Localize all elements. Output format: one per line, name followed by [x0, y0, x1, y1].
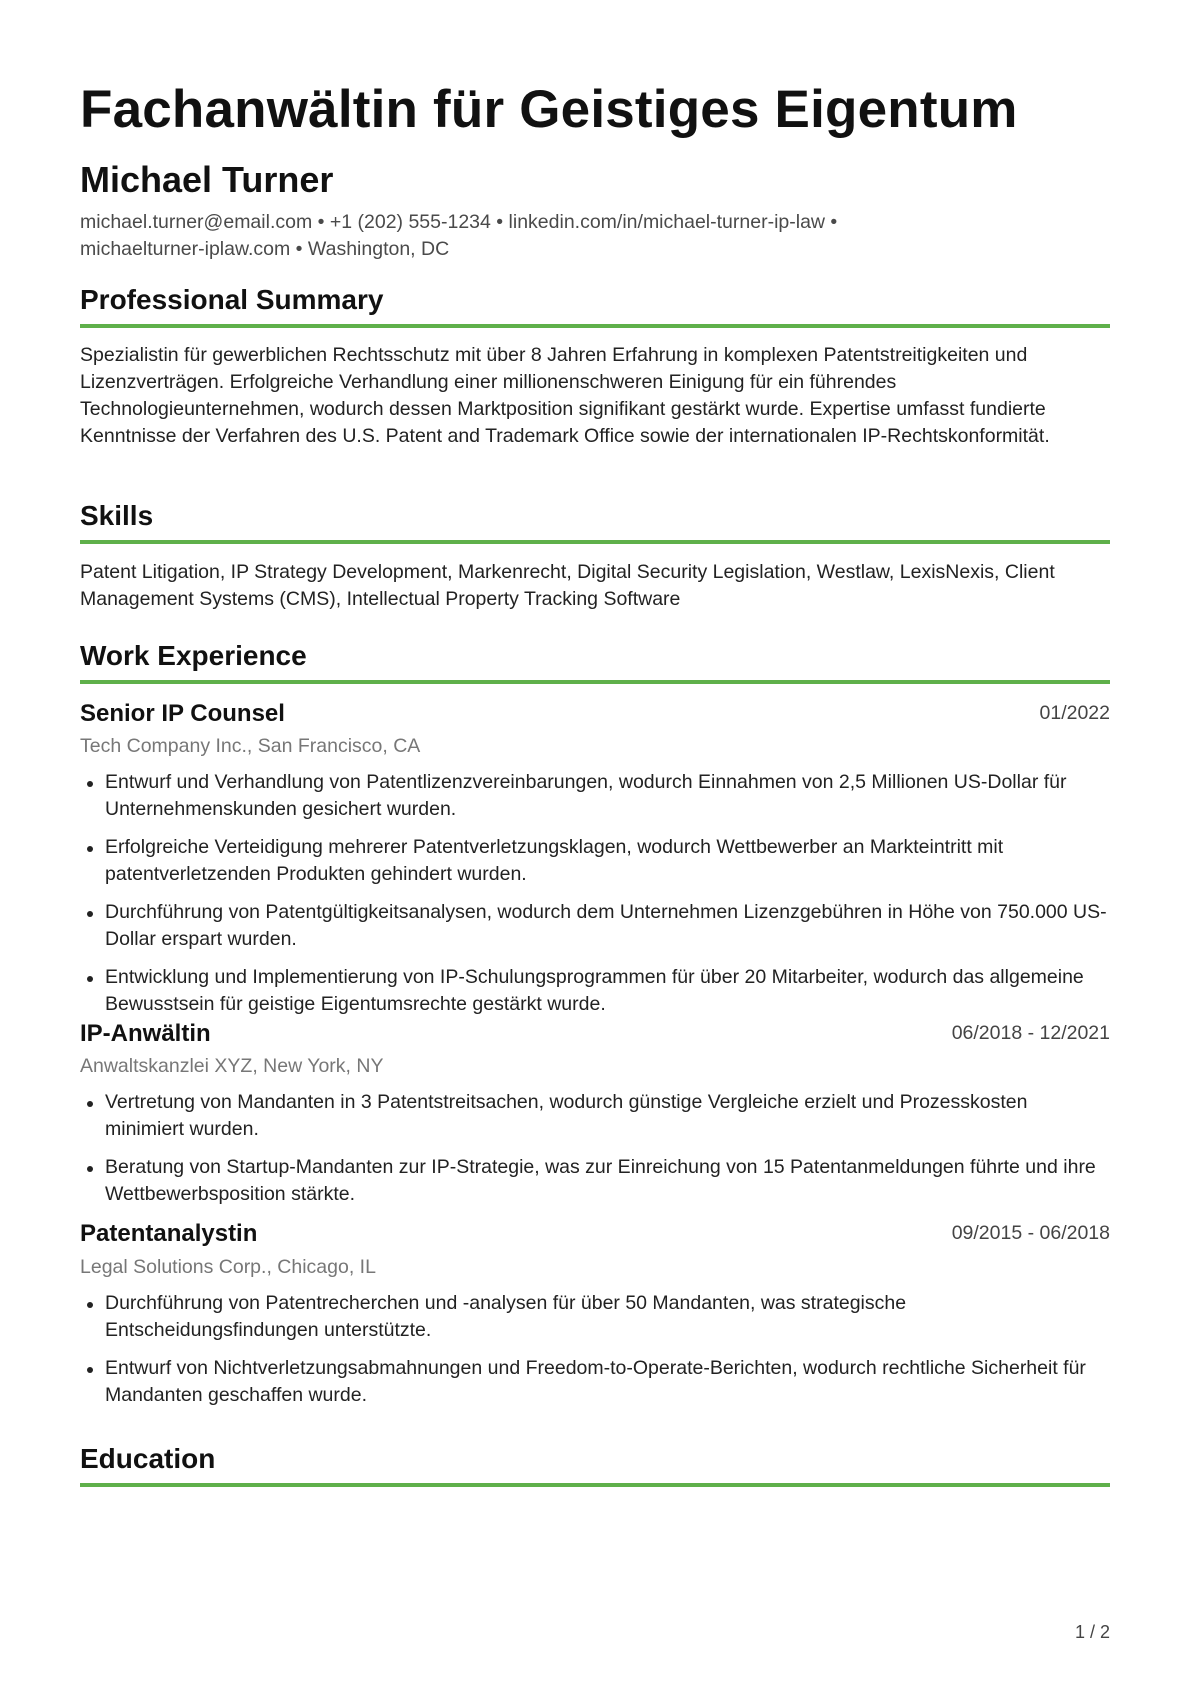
job-date: 01/2022: [1039, 702, 1110, 724]
page-number: 1 / 2: [1074, 1622, 1110, 1642]
bullet-text: Vertretung von Mandanten in 3 Patentstreitsachen, wodurch günstige Vergleiche erzielt und Prozesskosten minimiert wurden.: [105, 1091, 1028, 1140]
bullet-item: [80, 834, 1110, 888]
job-company: Legal Solutions Corp., Chicago, IL: [80, 1256, 376, 1278]
bullet-icon: [87, 846, 93, 852]
section-heading-skills: Skills: [80, 500, 1110, 544]
contact-info: [80, 209, 1000, 263]
bullet-icon: [87, 1302, 93, 1308]
resume-title: Fachanwältin für Geistiges Eigentum: [80, 80, 1018, 139]
candidate-name: Michael Turner: [80, 159, 334, 200]
bullet-text: Durchführung von Patentrecherchen und -analysen für über 50 Mandanten, was strategische Entscheidungsfindungen unterstützte.: [105, 1292, 907, 1341]
bullet-item: [80, 769, 1110, 823]
bullet-text: Beratung von Startup-Mandanten zur IP-Strategie, was zur Einreichung von 15 Patentanmeldungen führte und ihre Wettbewerbsposition stärkte.: [105, 1156, 1096, 1205]
phone-number: +1 (202) 555-1234: [329, 211, 491, 233]
separator: •: [295, 238, 303, 260]
bullet-item: [80, 899, 1110, 953]
bullet-text: Durchführung von Patentgültigkeitsanalysen, wodurch dem Unternehmen Lizenzgebühren in Höhe von 750.000 US-Dollar erspart wurden.: [105, 901, 1107, 950]
separator: •: [317, 211, 325, 233]
job-title: Patentanalystin: [80, 1220, 258, 1247]
bullet-text: Entwicklung und Implementierung von IP-Schulungsprogrammen für über 20 Mitarbeiter, wodurch das allgemeine Bewusstsein für geistige Eigentumsrechte gestärkt wurde.: [105, 966, 1084, 1015]
job-title: IP-Anwältin: [80, 1020, 211, 1047]
job-date: 09/2015 - 06/2018: [951, 1222, 1110, 1244]
bullet-text: Entwurf und Verhandlung von Patentlizenzvereinbarungen, wodurch Einnahmen von 2,5 Millionen US-Dollar für Unternehmenskunden gesichert wurden.: [105, 771, 1067, 820]
bullet-icon: [87, 1166, 93, 1172]
job-company: Tech Company Inc., San Francisco, CA: [80, 735, 421, 757]
separator: •: [830, 211, 838, 233]
bullet-item: [80, 1290, 1110, 1344]
bullet-icon: [87, 1367, 93, 1373]
bullet-item: [80, 1355, 1110, 1409]
section-heading-experience: Work Experience: [80, 640, 1110, 684]
summary-text: Spezialistin für gewerblichen Rechtsschutz mit über 8 Jahren Erfahrung in komplexen Patentstreitigkeiten und Lizenzverträgen. Erfolgreiche Verhandlung einer millionenschweren Einigung für ein führendes Technologieunternehmen, wodurch dessen Marktposition signifikant gestärkt wurde. Expertise umfasst fundierte Kenntnisse der Verfahren des U.S. Patent and Trademark Office sowie der internationalen IP-Rechtskonformität.: [80, 344, 1050, 447]
job-date: 06/2018 - 12/2021: [951, 1022, 1110, 1044]
separator: •: [496, 211, 504, 233]
section-heading-summary: Professional Summary: [80, 284, 1110, 328]
bullet-item: [80, 1089, 1110, 1143]
bullet-icon: [87, 1101, 93, 1107]
location: Washington, DC: [307, 238, 450, 260]
bullet-icon: [87, 781, 93, 787]
linkedin-link[interactable]: linkedin.com/in/michael-turner-ip-law: [508, 211, 825, 233]
bullet-text: Erfolgreiche Verteidigung mehrerer Patentverletzungsklagen, wodurch Wettbewerber an Markteintritt mit patentverletzenden Produkten gehindert wurden.: [105, 836, 1004, 885]
bullet-text: Entwurf von Nichtverletzungsabmahnungen und Freedom-to-Operate-Berichten, wodurch rechtliche Sicherheit für Mandanten geschaffen wurde.: [105, 1357, 1086, 1406]
bullet-icon: [87, 911, 93, 917]
bullet-icon: [87, 976, 93, 982]
job-bullets: [80, 1089, 1110, 1219]
job-company: Anwaltskanzlei XYZ, New York, NY: [80, 1055, 384, 1077]
bullet-item: [80, 964, 1110, 1018]
job-bullets: [80, 769, 1110, 1029]
job-bullets: [80, 1290, 1110, 1420]
website-link[interactable]: michaelturner-iplaw.com: [80, 238, 291, 260]
section-heading-education: Education: [80, 1443, 1110, 1487]
job-title: Senior IP Counsel: [80, 700, 285, 727]
email-link[interactable]: michael.turner@email.com: [80, 211, 313, 233]
skills-text: Patent Litigation, IP Strategy Development, Markenrecht, Digital Security Legislation, Westlaw, LexisNexis, Client Management Systems (CMS), Intellectual Property Tracking Software: [80, 561, 1055, 610]
bullet-item: [80, 1154, 1110, 1208]
